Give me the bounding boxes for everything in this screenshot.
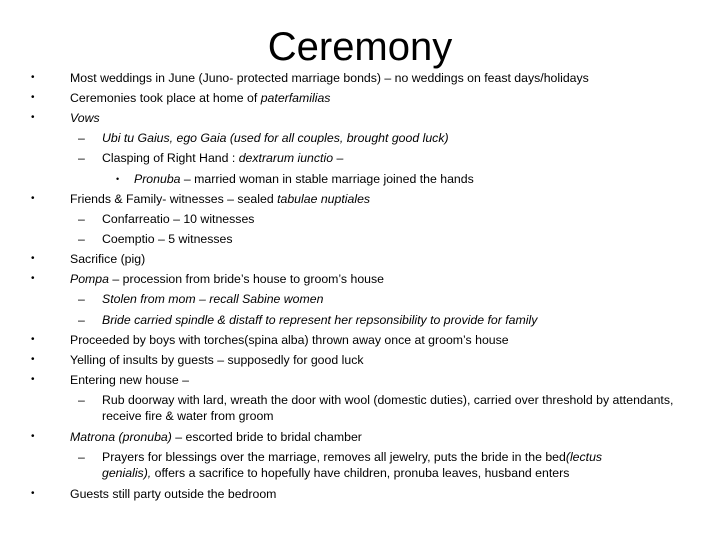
list-item-home	[70, 90, 330, 106]
dash-icon: –	[78, 292, 85, 306]
list-item-pompa	[70, 271, 384, 287]
list-item-entering: Entering new house –	[70, 373, 189, 387]
dash-icon: –	[78, 212, 85, 226]
list-item-rub: Rub doorway with lard, wreath the door with wool (domestic duties), carried over threshold by attendants, receive fire & water from groom	[102, 393, 674, 423]
dash-icon: –	[78, 393, 85, 407]
text-segment: Ceremonies took place at home of	[70, 91, 261, 105]
list-item-friends	[70, 191, 370, 207]
bullet-icon: •	[31, 354, 35, 365]
dash-icon: –	[78, 450, 85, 464]
list-item-sacrifice: Sacrifice (pig)	[70, 252, 146, 266]
text-segment-italic: Vows	[70, 111, 100, 125]
text-segment-italic: Matrona (pronuba)	[70, 430, 172, 444]
bullet-icon: •	[31, 431, 35, 442]
list-item-confarreatio: Confarreatio – 10 witnesses	[102, 212, 255, 226]
text-segment: Prayers for blessings over the marriage, removes all jewelry, puts the bride in the bed	[102, 450, 566, 464]
list-item-matrona	[70, 429, 362, 445]
text-segment-italic: Stolen from mom – recall Sabine women	[102, 292, 324, 306]
text-segment-italic: Pronuba	[134, 172, 181, 186]
list-item-vows	[70, 110, 100, 126]
list-item-spindle	[102, 312, 537, 328]
text-segment-italic: paterfamilias	[260, 91, 331, 105]
dash-icon: –	[78, 313, 85, 327]
bullet-icon: •	[31, 334, 35, 345]
bullet-icon: •	[31, 72, 35, 83]
list-item-pronuba	[134, 171, 474, 187]
bullet-icon: •	[31, 253, 35, 264]
text-segment-italic: dextrarum iunctio	[238, 151, 334, 165]
dash-icon: –	[78, 232, 85, 246]
bullet-icon: •	[31, 488, 35, 499]
text-segment-italic: Ubi tu Gaius, ego Gaia (used for all couples, brought good luck)	[102, 131, 449, 145]
bullet-icon: •	[31, 112, 35, 123]
list-item-vows-2	[102, 150, 343, 166]
bullet-icon: •	[31, 273, 35, 284]
list-item-guests: Guests still party outside the bedroom	[70, 487, 277, 501]
list-item-insults: Yelling of insults by guests – supposedly for good luck	[70, 353, 364, 367]
bullet-icon: •	[31, 374, 35, 385]
text-segment-italic: tabulae nuptiales	[277, 192, 371, 206]
slide-title: Ceremony	[267, 25, 453, 69]
text-segment-italic: (lectus genialis),	[102, 450, 603, 480]
dash-icon: –	[78, 131, 85, 145]
bullet-icon: •	[31, 92, 35, 103]
list-item-vows-1	[102, 130, 449, 146]
list-item-prayers	[102, 449, 652, 481]
list-item-june: Most weddings in June (Juno- protected marriage bonds) – no weddings on feast days/holidays	[70, 71, 589, 85]
bullet-icon: •	[31, 193, 35, 204]
text-segment: offers a sacrifice to hopefully have children, pronuba leaves, husband enters	[151, 466, 570, 480]
bullet-icon: •	[116, 174, 120, 184]
text-segment: Friends & Family- witnesses – sealed	[70, 192, 278, 206]
text-segment-italic: Pompa	[70, 272, 109, 286]
list-item-stolen	[102, 291, 323, 307]
text-segment: –	[333, 151, 344, 165]
text-segment: – procession from bride’s house to groom’s house	[108, 272, 384, 286]
list-item-torches: Proceeded by boys with torches(spina alba) thrown away once at groom’s house	[70, 333, 509, 347]
text-segment: Clasping of Right Hand :	[102, 151, 239, 165]
text-segment: – escorted bride to bridal chamber	[171, 430, 362, 444]
dash-icon: –	[78, 151, 85, 165]
text-segment: – married woman in stable marriage joined the hands	[180, 172, 474, 186]
text-segment-italic: Bride carried spindle & distaff to represent her repsonsibility to provide for family	[102, 313, 538, 327]
list-item-coemptio: Coemptio – 5 witnesses	[102, 232, 233, 246]
